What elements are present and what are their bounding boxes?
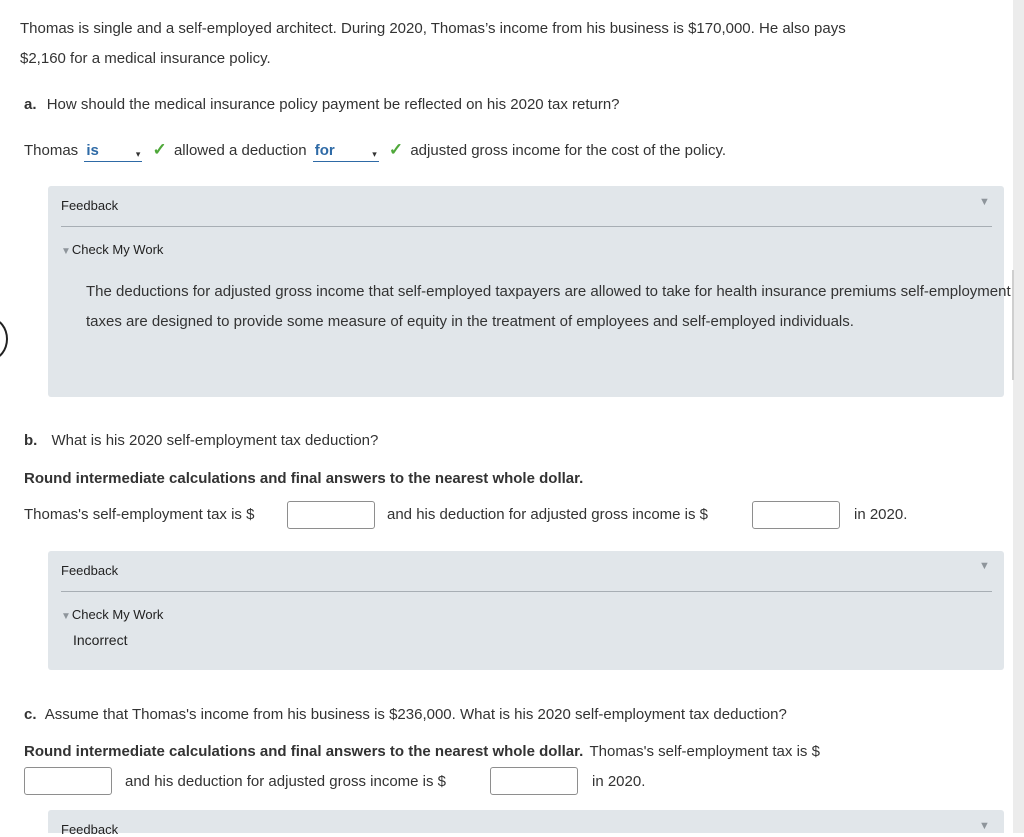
feedback-explanation: The deductions for adjusted gross income that self-employed taxpayers are allowed to take for health insurance premiums self-employment taxes are designed to provide some measure of equity in the treatment of employees and self-employed individuals. (86, 283, 1011, 330)
expand-triangle-icon: ▼ (61, 611, 71, 622)
feedback-panel-c (48, 810, 1004, 833)
part-a-middle-text: allowed a deduction (173, 142, 307, 159)
feedback-label: Feedback (61, 822, 119, 837)
deduction-allowed-select-value: is (86, 142, 99, 159)
check-my-work-toggle[interactable] (61, 242, 163, 257)
part-c-text-3: in 2020. (592, 773, 646, 790)
part-b-question (24, 432, 378, 449)
for-from-agi-select-value: for (314, 142, 335, 159)
left-edge-arc (0, 318, 8, 360)
intro-line-1: Thomas is single and a self-employed architect. During 2020, Thomas’s income from his business is $170,000. He also pays (20, 20, 846, 37)
check-my-work-label: Check My Work (71, 242, 164, 257)
part-b-text-1: Thomas's self-employment tax is $ (24, 506, 255, 523)
check-my-work-label: Check My Work (71, 607, 164, 622)
part-c-instruction-row (24, 743, 820, 760)
part-c-question (24, 706, 787, 723)
part-c-agi-deduction-input[interactable] (490, 767, 578, 795)
problem-intro (20, 14, 980, 74)
part-b-letter: b. (24, 432, 38, 449)
part-c-se-tax-input[interactable] (24, 767, 112, 795)
part-b-instruction: Round intermediate calculations and final answers to the nearest whole dollar. (24, 470, 584, 487)
intro-line-2: $2,160 for a medical insurance policy. (20, 50, 271, 67)
feedback-divider (61, 226, 992, 227)
part-c-text-1: Thomas's self-employment tax is $ (589, 743, 820, 760)
part-b-text-2: and his deduction for adjusted gross income is $ (387, 506, 709, 523)
for-from-agi-select[interactable] (313, 142, 379, 162)
expand-triangle-icon: ▼ (61, 246, 71, 257)
feedback-label: Feedback (61, 198, 119, 213)
chevron-down-icon: ▾ (135, 149, 141, 159)
result-status: Incorrect (73, 632, 128, 648)
collapse-triangle-icon[interactable]: ▼ (979, 820, 990, 832)
correct-check-icon: ✓ (388, 140, 404, 159)
part-a-question-text: How should the medical insurance policy payment be reflected on his 2020 tax return? (46, 96, 620, 113)
collapse-triangle-icon[interactable]: ▼ (979, 196, 990, 208)
part-a-answer-row (24, 140, 726, 162)
part-c-question-text: Assume that Thomas's income from his business is $236,000. What is his 2020 self-employment tax deduction? (44, 706, 787, 723)
feedback-divider (61, 591, 992, 592)
collapse-triangle-icon[interactable]: ▼ (979, 560, 990, 572)
feedback-label: Feedback (61, 563, 119, 578)
deduction-allowed-select[interactable] (84, 142, 142, 162)
part-c-letter: c. (24, 706, 37, 723)
part-a-suffix: adjusted gross income for the cost of the policy. (410, 142, 727, 159)
part-c-text-2: and his deduction for adjusted gross income is $ (125, 773, 447, 790)
part-b-se-tax-input[interactable] (287, 501, 375, 529)
check-my-work-toggle[interactable] (61, 607, 163, 622)
part-b-agi-deduction-input[interactable] (752, 501, 840, 529)
part-b-question-text: What is his 2020 self-employment tax deduction? (51, 432, 379, 449)
feedback-panel-b (48, 551, 1004, 670)
correct-check-icon: ✓ (152, 140, 167, 159)
part-a-prefix: Thomas (24, 142, 79, 159)
part-a-letter: a. (24, 96, 37, 113)
part-b-text-3: in 2020. (854, 506, 908, 523)
part-c-instruction: Round intermediate calculations and final answers to the nearest whole dollar. (24, 743, 584, 760)
part-a-question (24, 96, 620, 113)
chevron-down-icon: ▾ (372, 149, 377, 159)
scrollbar-track[interactable] (1013, 0, 1024, 833)
